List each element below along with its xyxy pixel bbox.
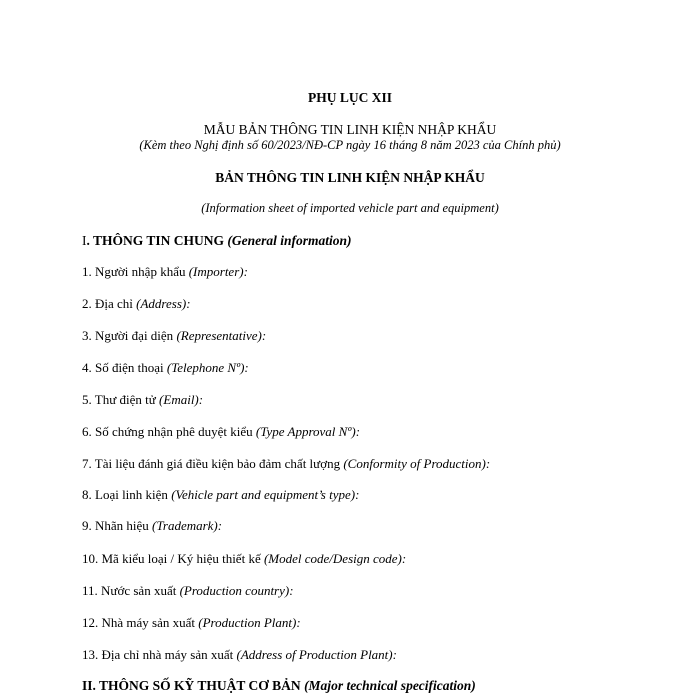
field-representative (82, 328, 266, 344)
section-2-heading (82, 678, 476, 694)
field-address (82, 296, 191, 312)
field-importer (82, 264, 248, 280)
item-label-english: (Vehicle part and equipment’s type): (171, 487, 360, 502)
item-label-english: (Conformity of Production): (343, 456, 491, 471)
item-number: 7. (82, 456, 95, 471)
section-1-separator: . (86, 233, 94, 248)
item-label-english: (Address of Production Plant): (236, 647, 397, 662)
field-production-country (82, 583, 294, 599)
section-1-title-english: (General information) (227, 233, 352, 248)
field-part-type (82, 487, 359, 503)
item-label-english: (Email): (159, 392, 204, 407)
item-label: Địa chỉ (95, 296, 137, 311)
sheet-title-english: (Information sheet of imported vehicle part and equipment) (201, 201, 499, 215)
item-label-english: (Representative): (176, 328, 267, 343)
item-number: 13. (82, 647, 102, 662)
item-number: 6. (82, 424, 95, 439)
item-number: 1. (82, 264, 95, 279)
item-number: 11. (82, 583, 102, 598)
item-number: 10. (82, 551, 102, 566)
item-label: Nước sản xuất (101, 583, 180, 598)
item-label-english: (Address): (136, 296, 191, 311)
section-1-heading (82, 233, 352, 249)
section-2-title: II. THÔNG SỐ KỸ THUẬT CƠ BẢN (82, 678, 305, 693)
item-label: Thư điện tử (94, 392, 160, 407)
item-label: Mã kiểu loại / Ký hiệu thiết kế (101, 551, 264, 566)
item-label-english: (Model code/Design code): (263, 551, 407, 566)
item-number: 2. (82, 296, 95, 311)
item-number: 12. (82, 615, 102, 630)
item-number: 4. (82, 360, 95, 375)
item-label-english: (Production country): (179, 583, 294, 598)
item-label-english: (Production Plant): (198, 615, 301, 630)
section-1-roman: I (82, 233, 87, 248)
item-label: Người nhập khẩu (95, 264, 189, 279)
item-number: 3. (82, 328, 95, 343)
item-label: Số điện thoại (95, 360, 167, 375)
item-label: Người đại diện (95, 328, 177, 343)
item-label-english: (Telephone Nº): (166, 360, 249, 375)
field-plant-address (82, 647, 397, 663)
field-trademark (82, 518, 222, 534)
sheet-title: BẢN THÔNG TIN LINH KIỆN NHẬP KHẨU (215, 170, 485, 185)
field-production-plant (82, 615, 301, 631)
item-label: Nhà máy sản xuất (101, 615, 199, 630)
form-title: MẪU BẢN THÔNG TIN LINH KIỆN NHẬP KHẨU (203, 122, 497, 137)
field-type-approval (82, 424, 360, 440)
section-2-title-english: (Major technical specification) (304, 678, 476, 693)
item-label-english: (Importer): (188, 264, 248, 279)
item-label: Nhãn hiệu (95, 518, 153, 533)
item-label: Địa chỉ nhà máy sản xuất (101, 647, 237, 662)
section-1-title: THÔNG TIN CHUNG (93, 233, 228, 248)
item-label: Loại linh kiện (95, 487, 172, 502)
item-label-english: (Trademark): (152, 518, 223, 533)
item-label: Số chứng nhận phê duyệt kiểu (95, 424, 256, 439)
appendix-title: PHỤ LỤC XII (307, 90, 392, 105)
field-telephone (82, 360, 249, 376)
decree-reference: (Kèm theo Nghị định số 60/2023/NĐ-CP ngày 16 tháng 8 năm 2023 của Chính phủ) (139, 138, 561, 152)
field-email (82, 392, 203, 408)
item-number: 5. (82, 392, 95, 407)
field-model-code (82, 551, 406, 567)
item-label-english: (Type Approval Nº): (255, 424, 361, 439)
item-number: 8. (82, 487, 95, 502)
field-conformity-of-production (82, 456, 490, 472)
item-number: 9. (82, 518, 95, 533)
item-label: Tài liệu đánh giá điều kiện bảo đảm chất lượng (94, 456, 344, 471)
